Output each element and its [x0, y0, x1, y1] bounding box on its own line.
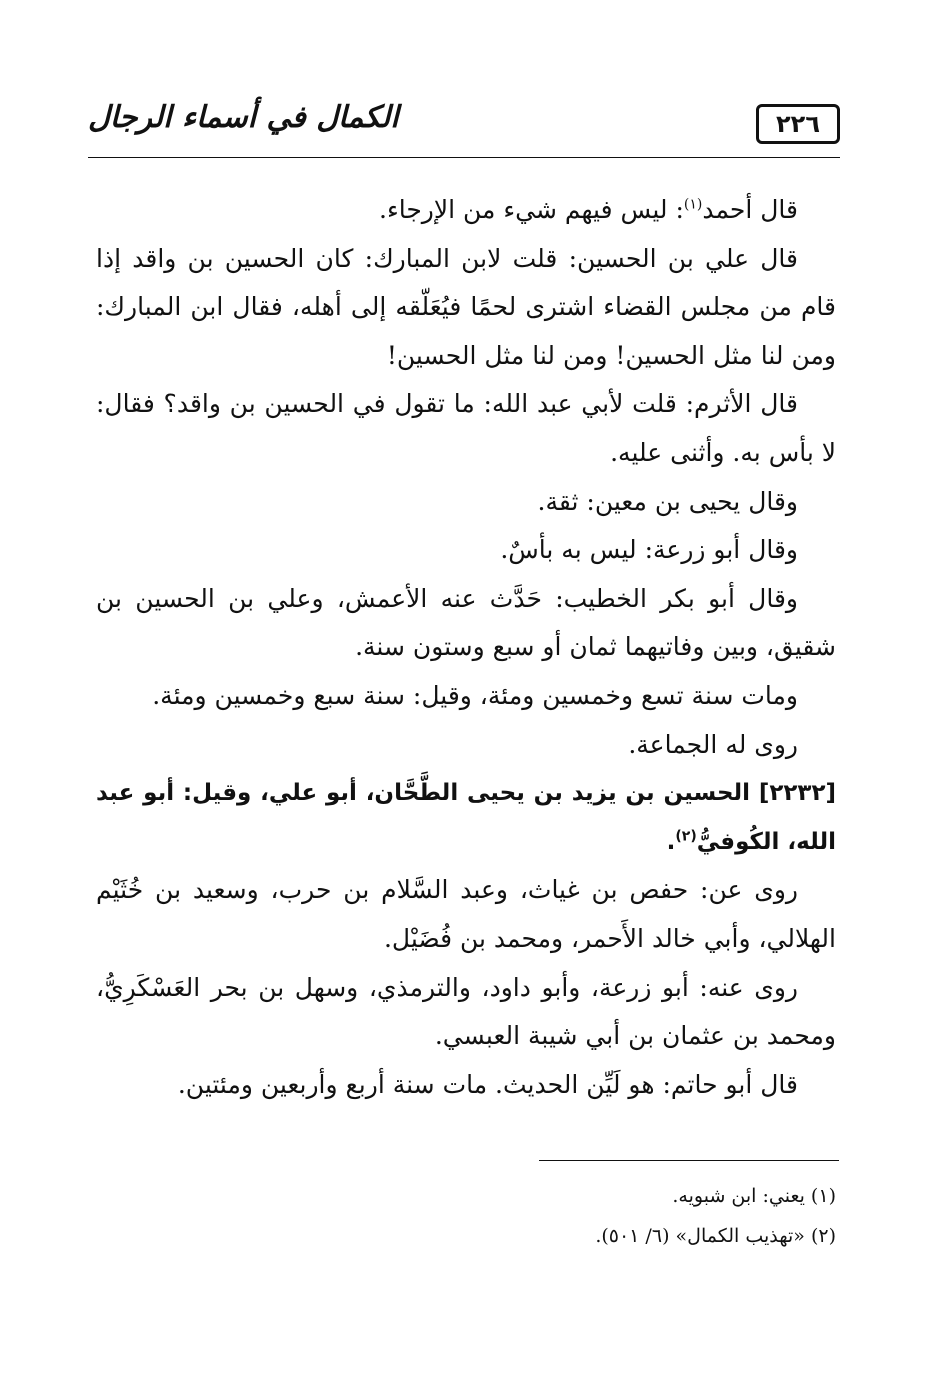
footnote-ref-1: (١)	[683, 196, 703, 213]
entry-heading	[96, 769, 836, 866]
paragraph-5: وقال أبو زرعة: ليس به بأسٌ.	[500, 535, 798, 565]
paragraph-4: وقال يحيى بن معين: ثقة.	[537, 486, 798, 516]
page-number: ٢٢٦	[756, 104, 840, 144]
paragraph-7: ومات سنة تسع وخمسين ومئة، وقيل: سنة سبع وخمسين ومئة.	[152, 680, 798, 710]
entry-heading-end: .	[666, 828, 676, 855]
footnotes	[96, 1176, 836, 1256]
paragraph-6: وقال أبو بكر الخطيب: حَدَّث عنه الأعمش، وعلي بن الحسين بن شقيق، وبين وفاتيهما ثمان أو سبع وستون سنة.	[96, 583, 836, 662]
paragraph-2: قال علي بن الحسين: قلت لابن المبارك: كان الحسين بن واقد إذا قام من مجلس القضاء اشترى لحمًا فيُعَلّقه إلى أهله، فقال ابن المبارك: ومن لنا مثل الحسين! ومن لنا مثل الحسين!	[96, 243, 836, 370]
paragraph-1-start: قال أحمد	[702, 195, 798, 224]
paragraph-3: قال الأثرم: قلت لأبي عبد الله: ما تقول في الحسين بن واقد؟ فقال: لا بأس به. وأثنى عليه.	[96, 389, 836, 467]
header-rule	[88, 157, 840, 158]
footnote-1: (١) يعني: ابن شبويه.	[672, 1185, 836, 1207]
running-title: الكمال في أسماء الرجال	[88, 100, 399, 135]
footnote-ref-2: (٢)	[675, 828, 697, 845]
page-header	[88, 96, 840, 158]
paragraph-8: روى له الجماعة.	[628, 729, 798, 759]
entry-paragraph-3: قال أبو حاتم: هو لَيِّن الحديث. مات سنة أربع وأربعين ومئتين.	[177, 1069, 798, 1099]
main-text	[96, 186, 836, 1109]
entry-paragraph-1: روى عن: حفص بن غياث، وعبد السَّلام بن حرب، وسعيد بن خُثَيْم الهلالي، وأبي خالد الأَحمر، ومحمد بن فُضَيْل.	[96, 875, 836, 953]
entry-paragraph-2: روى عنه: أبو زرعة، وأبو داود، والترمذي، وسهل بن بحر العَسْكَرِيُّ، ومحمد بن عثمان بن أبي شيبة العبسي.	[96, 972, 836, 1051]
paragraph-1	[96, 186, 836, 235]
paragraph-1-rest: : ليس فيهم شيء من الإرجاء.	[379, 195, 684, 224]
entry-heading-text: [٢٢٣٢] الحسين بن يزيد بن يحيى الطَّحَّان، أبو علي، وقيل: أبو عبد الله، الكُوفيُّ	[96, 780, 836, 855]
footnote-2: (٢) «تهذيب الكمال» (٦/ ٥٠١).	[595, 1225, 836, 1247]
footnote-divider	[539, 1160, 839, 1161]
